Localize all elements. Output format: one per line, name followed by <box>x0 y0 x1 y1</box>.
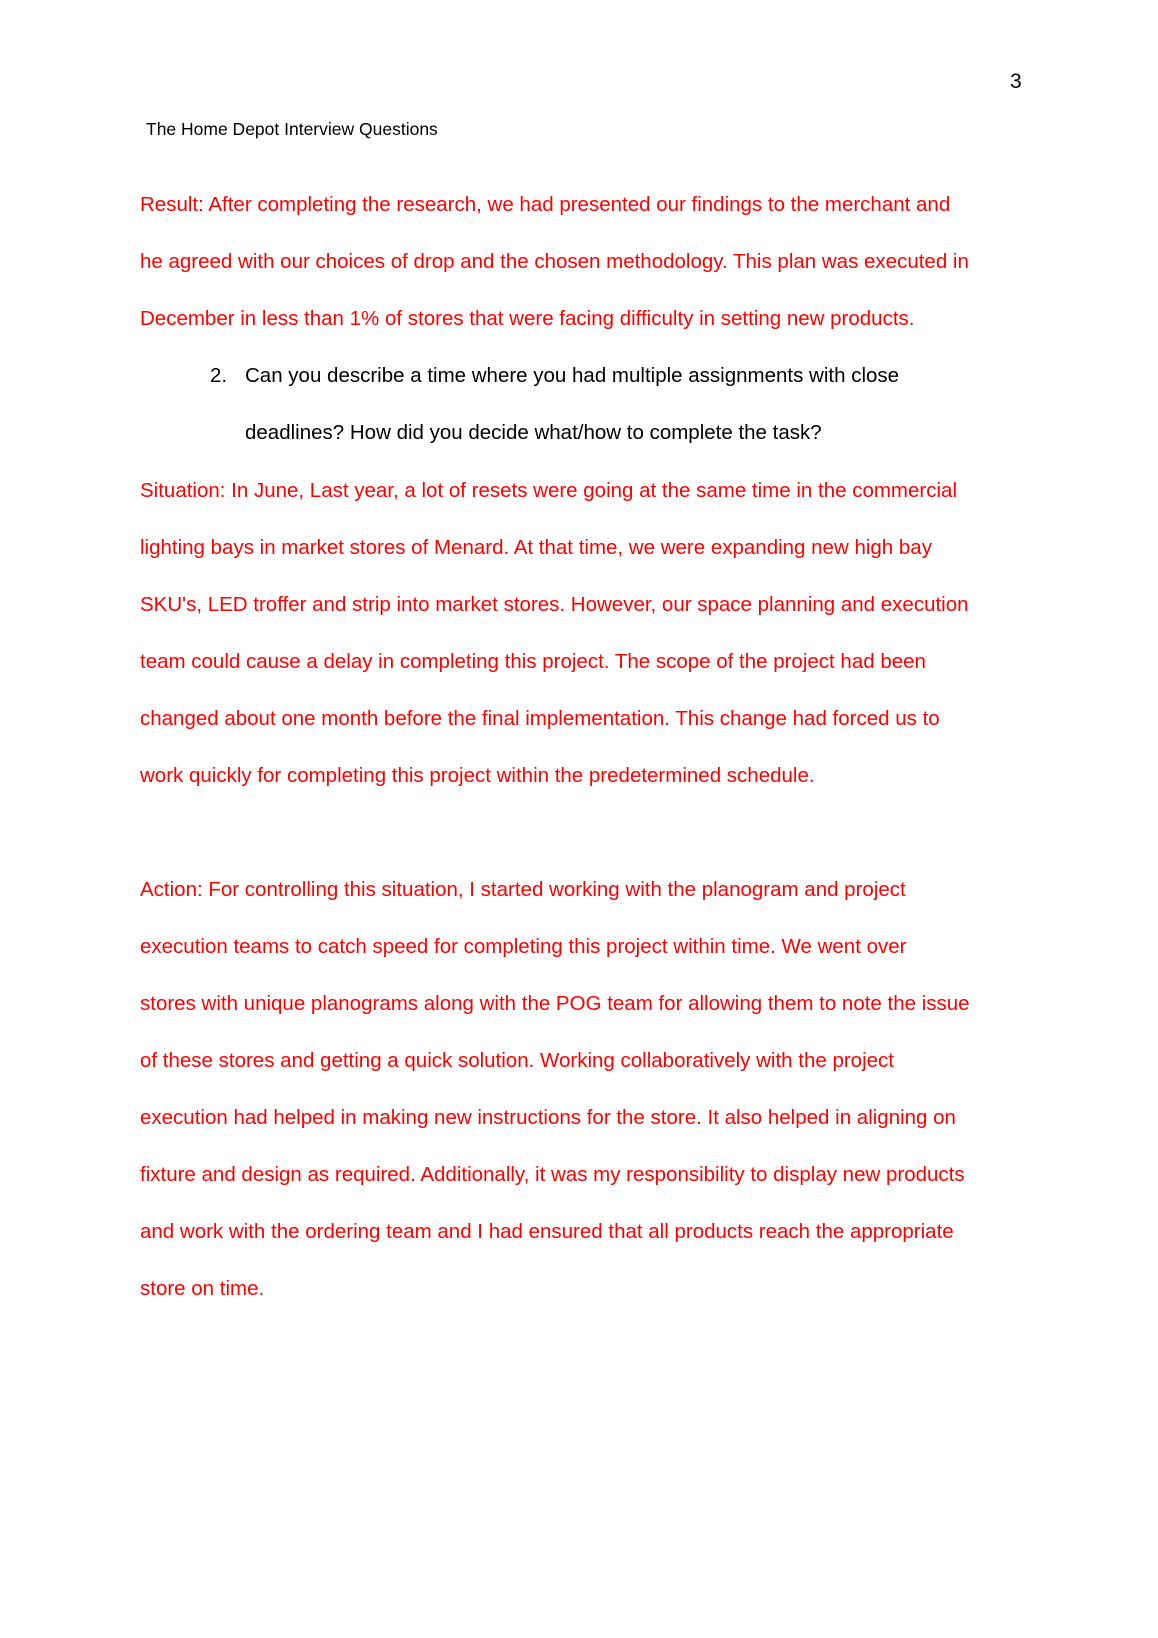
result-line: Result: After completing the research, we had presented our findings to the merchant and <box>140 193 951 216</box>
question-text <box>245 347 1040 461</box>
action-line: store on time. <box>140 1277 265 1300</box>
action-line: of these stores and getting a quick solution. Working collaboratively with the project <box>140 1049 894 1072</box>
situation-line: changed about one month before the final implementation. This change had forced us to <box>140 707 940 730</box>
question-number: 2. <box>210 364 228 387</box>
action-line: execution teams to catch speed for completing this project within time. We went over <box>140 935 907 958</box>
question-item <box>210 347 1040 461</box>
situation-line: SKU's, LED troffer and strip into market stores. However, our space planning and execution <box>140 593 969 616</box>
action-line: and work with the ordering team and I had ensured that all products reach the appropriate <box>140 1220 954 1243</box>
running-head: The Home Depot Interview Questions <box>146 119 438 139</box>
action-line: Action: For controlling this situation, I started working with the planogram and project <box>140 878 906 901</box>
situation-line: Situation: In June, Last year, a lot of resets were going at the same time in the commercial <box>140 479 957 502</box>
action-line: fixture and design as required. Additionally, it was my responsibility to display new products <box>140 1163 965 1186</box>
page-number: 3 <box>1010 70 1022 93</box>
action-paragraph <box>140 861 1040 1317</box>
result-paragraph <box>140 176 1040 347</box>
result-line: he agreed with our choices of drop and the chosen methodology. This plan was executed in <box>140 250 969 273</box>
situation-line: lighting bays in market stores of Menard. At that time, we were expanding new high bay <box>140 536 932 559</box>
action-line: stores with unique planograms along with the POG team for allowing them to note the issue <box>140 992 970 1015</box>
question-line: deadlines? How did you decide what/how to complete the task? <box>245 421 822 444</box>
situation-line: team could cause a delay in completing this project. The scope of the project had been <box>140 650 926 673</box>
situation-line: work quickly for completing this project within the predetermined schedule. <box>140 764 815 787</box>
situation-paragraph <box>140 462 1040 804</box>
result-line: December in less than 1% of stores that were facing difficulty in setting new products. <box>140 307 915 330</box>
action-line: execution had helped in making new instructions for the store. It also helped in aligning on <box>140 1106 956 1129</box>
question-line: Can you describe a time where you had multiple assignments with close <box>245 364 900 387</box>
